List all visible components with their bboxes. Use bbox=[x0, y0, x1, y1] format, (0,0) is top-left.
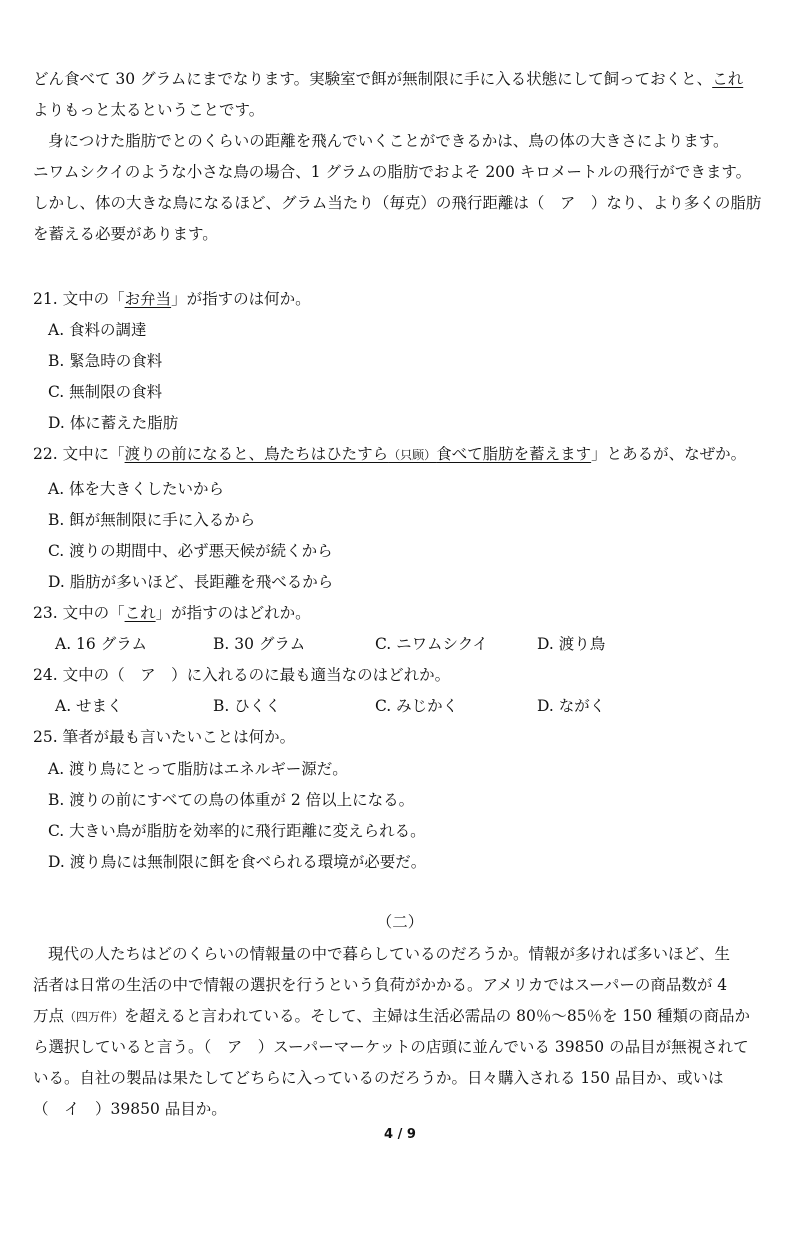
question-25-option-d: D. 渡り鳥には無制限に餌を食べられる環境が必要だ。 bbox=[48, 853, 427, 871]
question-23-options bbox=[55, 633, 760, 655]
section-2-text: を超えると言われている。そして、主婦は生活必需品の 80％～85％を 150 種類の商品か bbox=[124, 1007, 751, 1025]
question-21-option-c: C. 無制限の食料 bbox=[48, 383, 163, 401]
question-23-option-c: C. ニワムシクイ bbox=[375, 635, 488, 653]
question-24-stem: 24. 文中の（ ア ）に入れるのに最も適当なのはどれか。 bbox=[33, 666, 451, 684]
question-23-option-d: D. 渡り鳥 bbox=[537, 635, 606, 653]
question-24-option-c: C. みじかく bbox=[375, 697, 459, 715]
chinese-gloss: （只顾） bbox=[388, 448, 437, 462]
passage-line-4: ニワムシクイのような小さな鳥の場合、1 グラムの脂肪でおよそ 200 キロメートルの飛行ができます。 bbox=[33, 163, 752, 181]
page-number: 4 / 9 bbox=[384, 1127, 416, 1142]
question-21-option-b: B. 緊急時の食料 bbox=[48, 352, 163, 370]
passage-text: どん食べて 30 グラムにまでなります。実験室で餌が無制限に手に入る状態にして飼っておくと、 bbox=[33, 70, 713, 88]
passage-line-3: 身につけた脂肪でとのくらいの距離を飛んでいくことができるかは、鳥の体の大きさによります。 bbox=[48, 132, 729, 150]
section-2-line-5: いる。自社の製品は果たしてどちらに入っているのだろうか。日々購入される 150 品目か、或いは bbox=[33, 1069, 724, 1087]
passage-line-5: しかし、体の大きな鳥になるほど、グラム当たり（毎克）の飛行距離は（ ア ）なり、より多くの脂肪 bbox=[33, 194, 762, 212]
question-24-option-d: D. ながく bbox=[537, 697, 606, 715]
underlined-quote: 食べて脂肪を蓄えます bbox=[436, 445, 592, 463]
passage-line-2: よりもっと太るということです。 bbox=[33, 101, 265, 119]
question-24-option-b: B. ひくく bbox=[213, 697, 281, 715]
question-23-option-a: A. 16 グラム bbox=[55, 635, 148, 653]
question-22-stem bbox=[33, 443, 767, 466]
question-24-options bbox=[55, 695, 760, 717]
question-23-option-b: B. 30 グラム bbox=[213, 635, 306, 653]
stem-text: 22. 文中に「 bbox=[33, 445, 125, 463]
section-2-line-4: ら選択していると言う。（ ア ）スーパーマーケットの店頭に並んでいる 39850 の品目が無視されて bbox=[33, 1038, 749, 1056]
section-2-line-6: （ イ ）39850 品目か。 bbox=[33, 1100, 227, 1118]
question-25-option-b: B. 渡りの前にすべての鳥の体重が 2 倍以上になる。 bbox=[48, 791, 415, 809]
stem-text: 」が指すのはどれか。 bbox=[155, 604, 311, 622]
question-25-stem: 25. 筆者が最も言いたいことは何か。 bbox=[33, 728, 296, 746]
question-21-option-d: D. 体に蓄えた脂肪 bbox=[48, 414, 179, 432]
question-22-option-b: B. 餌が無制限に手に入るから bbox=[48, 511, 256, 529]
question-24-option-a: A. せまく bbox=[55, 697, 123, 715]
underlined-kore: これ bbox=[124, 604, 156, 622]
stem-text: 23. 文中の「 bbox=[33, 604, 125, 622]
stem-text: 」とあるが、なぜか。 bbox=[591, 445, 747, 463]
underlined-quote: 渡りの前になると、鳥たちはひたすら bbox=[124, 445, 389, 463]
question-25-option-a: A. 渡り鳥にとって脂肪はエネルギー源だ。 bbox=[48, 760, 348, 778]
section-2-text: 万点 bbox=[33, 1007, 65, 1025]
question-22-option-a: A. 体を大きくしたいから bbox=[48, 480, 225, 498]
question-23-stem bbox=[33, 602, 767, 624]
underlined-kore: これ bbox=[712, 70, 744, 88]
section-2-line-2: 活者は日常の生活の中で情報の選択を行うという負荷がかかる。アメリカではスーパーの商品数が 4 bbox=[33, 976, 728, 994]
passage-line-1 bbox=[33, 68, 767, 90]
chinese-gloss: （四万件） bbox=[64, 1010, 125, 1024]
question-22-option-d: D. 脂肪が多いほど、長距離を飛べるから bbox=[48, 573, 334, 591]
stem-text: 21. 文中の「 bbox=[33, 290, 125, 308]
section-2-line-1: 現代の人たちはどのくらいの情報量の中で暮らしているのだろうか。情報が多ければ多いほど、生 bbox=[48, 945, 731, 963]
section-2-line-3 bbox=[33, 1005, 767, 1028]
underlined-obentou: お弁当 bbox=[124, 290, 172, 308]
question-21-option-a: A. 食料の調達 bbox=[48, 321, 147, 339]
passage-line-6: を蓄える必要があります。 bbox=[33, 225, 218, 243]
stem-text: 」が指すのは何か。 bbox=[171, 290, 311, 308]
question-21-stem bbox=[33, 288, 767, 310]
section-2-title: （二） bbox=[376, 913, 424, 931]
question-22-option-c: C. 渡りの期間中、必ず悪天候が続くから bbox=[48, 542, 333, 560]
question-25-option-c: C. 大きい鳥が脂肪を効率的に飛行距離に変えられる。 bbox=[48, 822, 426, 840]
